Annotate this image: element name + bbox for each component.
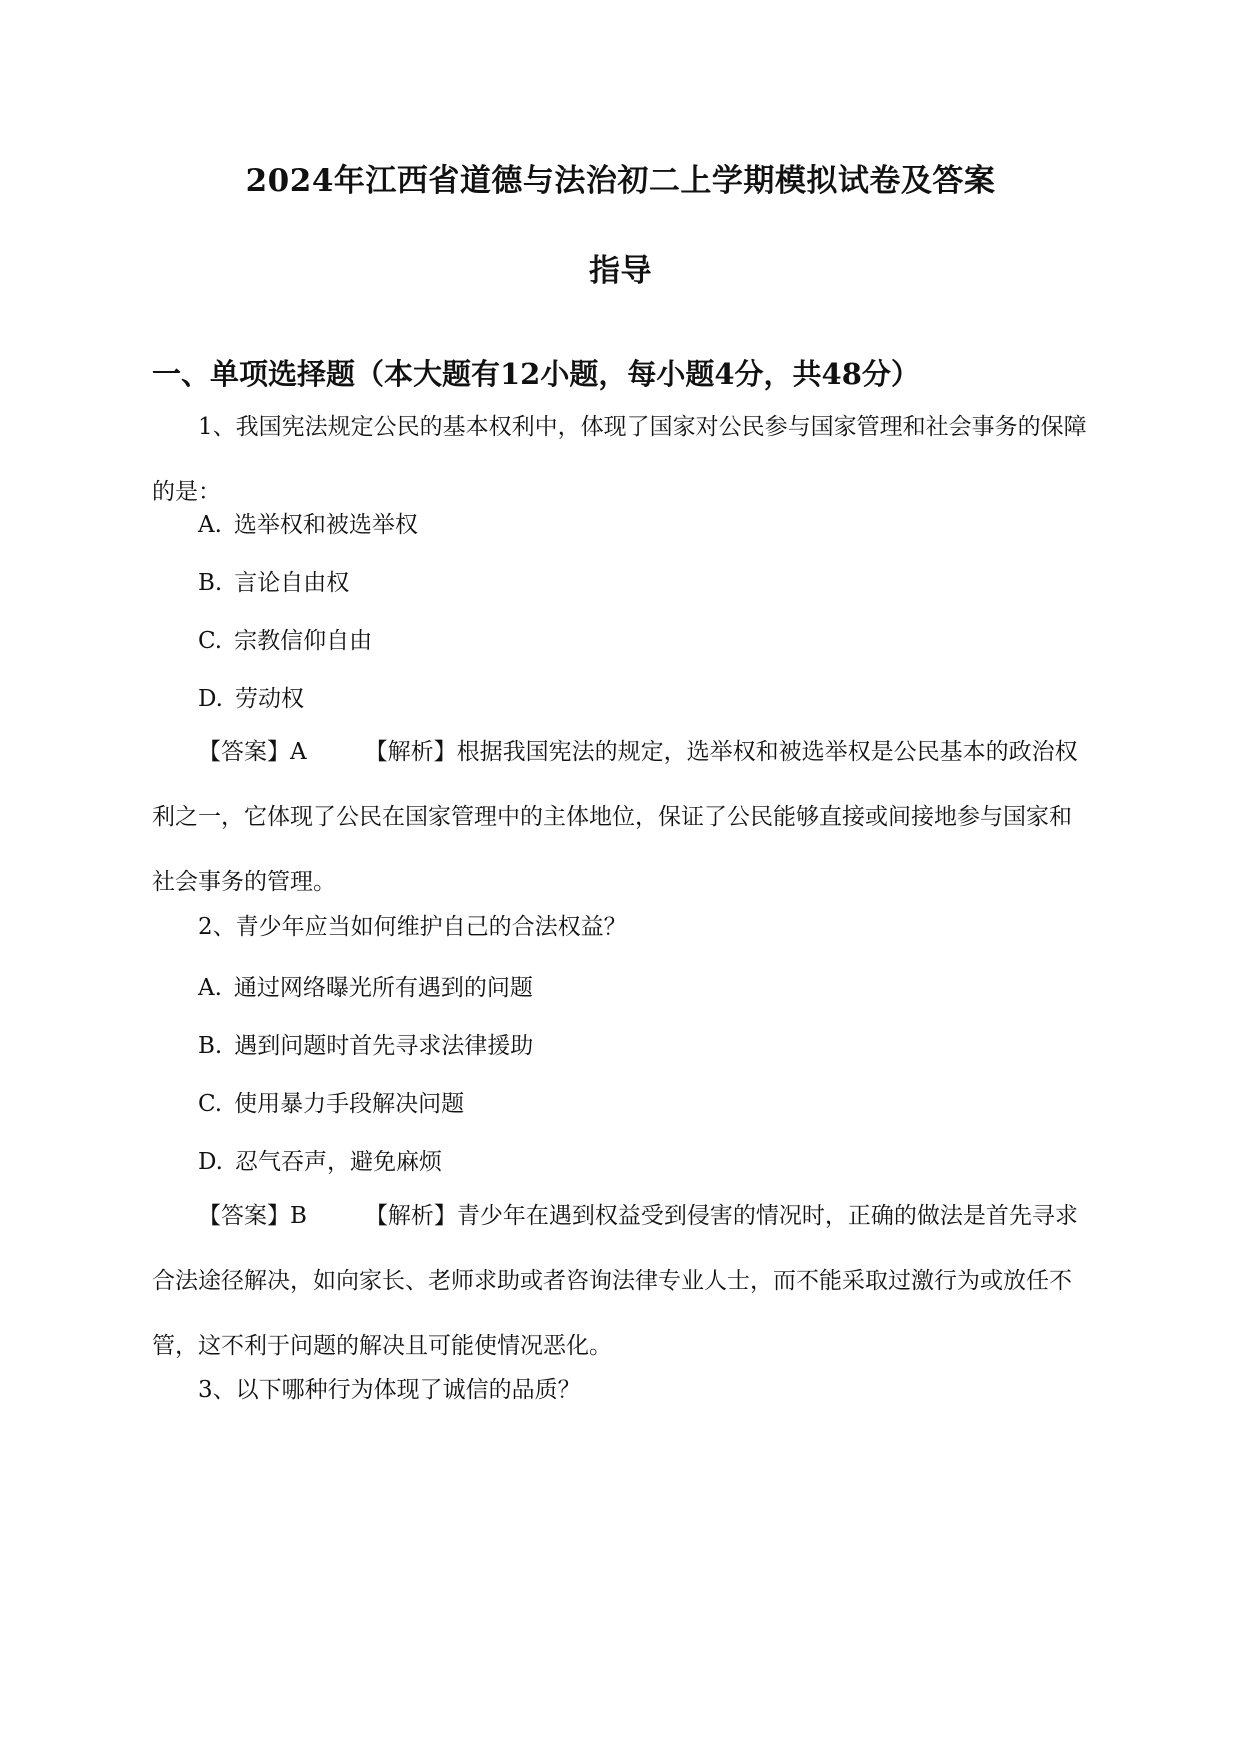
question-1-option-c bbox=[198, 626, 372, 656]
question-3-stem: 3、以下哪种行为体现了诚信的品质？ bbox=[198, 1377, 581, 1403]
option-text: 劳动权 bbox=[234, 686, 304, 712]
question-2-option-c bbox=[198, 1089, 464, 1119]
answer-analysis: 【解析】根据我国宪法的规定，选举权和被选举权是公民基本的政治权利之一，它体现了公民在国家管理中的主体地位，保证了公民能够直接或间接地参与国家和社会事务的管理。 bbox=[152, 739, 1078, 895]
option-letter: D. bbox=[198, 686, 223, 712]
question-1-stem: 1、我国宪法规定公民的基本权利中，体现了国家对公民参与国家管理和社会事务的保障的是： bbox=[152, 414, 1087, 505]
option-letter: D. bbox=[198, 1149, 223, 1175]
option-text: 使用暴力手段解决问题 bbox=[234, 1091, 465, 1117]
question-1-option-d bbox=[198, 684, 304, 714]
question-1-answer-block bbox=[152, 720, 1092, 915]
option-text: 宗教信仰自由 bbox=[234, 628, 373, 654]
answer-label: 【答案】A bbox=[198, 739, 307, 765]
answer-analysis: 【解析】青少年在遇到权益受到侵害的情况时，正确的做法是首先寻求合法途径解决，如向家长、老师求助或者咨询法律专业人士，而不能采取过激行为或放任不管，这不利于问题的解决且可能使情况恶化。 bbox=[152, 1203, 1078, 1359]
question-2-option-b bbox=[198, 1031, 533, 1061]
option-letter: A. bbox=[198, 975, 222, 1001]
question-2-option-a bbox=[198, 973, 533, 1003]
document-title-line2: 指导 bbox=[589, 253, 652, 289]
option-letter: A. bbox=[198, 512, 222, 538]
option-text: 遇到问题时首先寻求法律援助 bbox=[234, 1033, 534, 1059]
question-1-option-a bbox=[198, 510, 418, 540]
document-title-line1: 2024年江西省道德与法治初二上学期模拟试卷及答案 bbox=[245, 163, 996, 199]
option-text: 选举权和被选举权 bbox=[233, 512, 418, 538]
question-1-option-b bbox=[198, 568, 349, 598]
section-heading: 一、单项选择题（本大题有12小题，每小题4分，共48分） bbox=[152, 357, 920, 391]
option-letter: B. bbox=[198, 570, 223, 596]
option-text: 通过网络曝光所有遇到的问题 bbox=[233, 975, 533, 1001]
option-letter: C. bbox=[198, 628, 223, 654]
question-2-option-d bbox=[198, 1147, 442, 1177]
question-2-stem: 2、青少年应当如何维护自己的合法权益？ bbox=[198, 914, 627, 940]
question-2-answer-block bbox=[152, 1184, 1092, 1379]
option-letter: C. bbox=[198, 1091, 223, 1117]
option-text: 言论自由权 bbox=[234, 570, 350, 596]
option-text: 忍气吞声，避免麻烦 bbox=[234, 1149, 442, 1175]
option-letter: B. bbox=[198, 1033, 223, 1059]
answer-label: 【答案】B bbox=[198, 1203, 307, 1229]
